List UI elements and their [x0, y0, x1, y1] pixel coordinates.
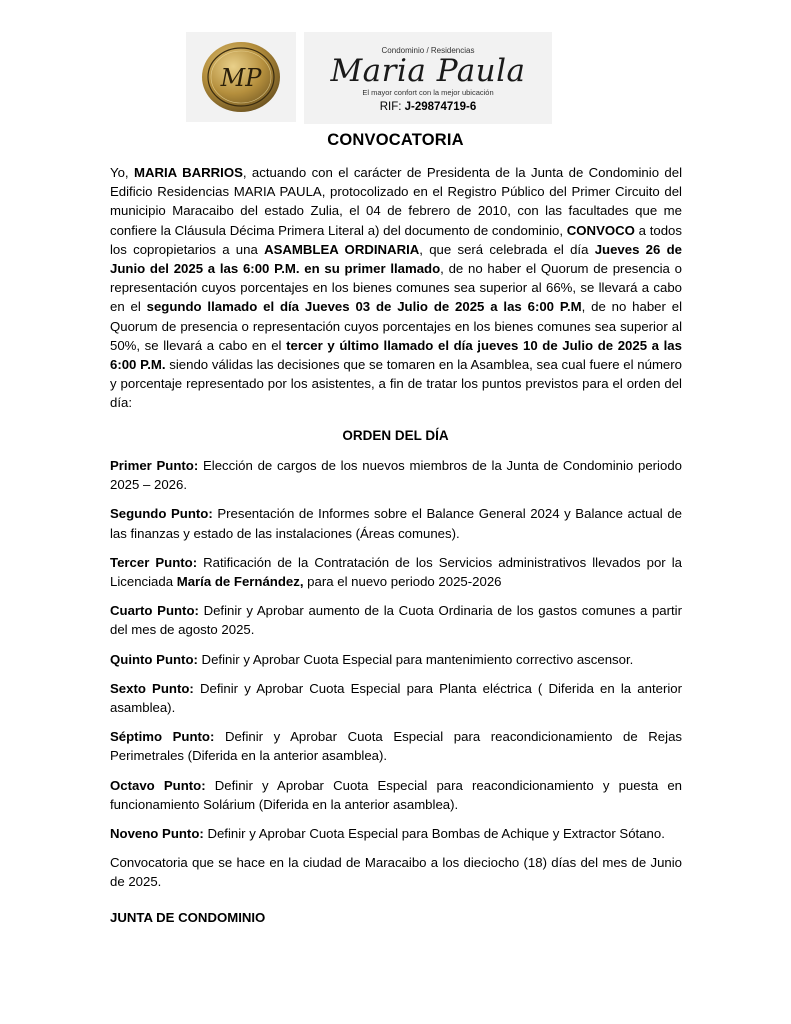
agenda-title: ORDEN DEL DÍA	[342, 428, 449, 443]
brand-block	[304, 32, 552, 124]
agenda-item: Tercer Punto: Ratificación de la Contratación de los Servicios administrativos llevados por la Licenciada María de Fernández, para el nuevo periodo 2025-2026	[110, 554, 682, 590]
monogram-logo	[186, 32, 296, 122]
document-title: CONVOCATORIA	[327, 131, 464, 149]
mp-monogram-icon	[200, 40, 282, 114]
letterhead	[186, 32, 552, 124]
agenda-item: Séptimo Punto: Definir y Aprobar Cuota Especial para reacondicionamiento de Rejas Perimetrales (Diferida en la anterior asamblea).	[110, 729, 683, 764]
agenda-item: Cuarto Punto: Definir y Aprobar aumento de la Cuota Ordinaria de los gastos comunes a partir del mes de agosto 2025.	[110, 603, 682, 638]
svg-text:Maria Paula: Maria Paula	[330, 53, 526, 89]
brand-top-label: Condominio / Residencias	[381, 46, 475, 55]
agenda-item: Segundo Punto: Presentación de Informes sobre el Balance General 2024 y Balance actual de las finanzas y estado de las instalaciones (Áreas comunes).	[110, 506, 682, 541]
intro-paragraph: Yo, MARIA BARRIOS, actuando con el carácter de Presidenta de la Junta de Condominio del Edificio Residencias MARIA PAULA, protocolizado en el Registro Público del Primer Circuito del municipio Maracaibo del estado Zulia, el 04 de febrero de 2010, con las facultades que me confiere la Cláusula Décima Primera Literal a) del documento de condominio, CONVOCO a todos los copropietarios a una ASAMBLEA ORDINARIA, que será celebrada el día Jueves 26 de Junio del 2025 a las 6:00 P.M. en su primer llamado, de no haber el Quorum de presencia o representación cuyos porcentajes en los bienes comunes sea superior al 66%, se llevará a cabo en el segundo llamado el día Jueves 03 de Julio de 2025 a las 6:00 P.M, de no haber el Quorum de presencia o representación cuyos porcentajes en los bienes comunes sea superior al 50%, se llevará a cabo en el tercer y último llamado el día jueves 10 de Julio de 2025 a las 6:00 P.M. siendo válidas las decisiones que se tomaren en la Asamblea, sea cual fuere el número y porcentaje representado por los asistentes, a fin de tratar los puntos previstos para el orden del día:	[110, 165, 683, 411]
closing-paragraph: Convocatoria que se hace en la ciudad de Maracaibo a los dieciocho (18) días del mes de Junio de 2025.	[110, 855, 682, 890]
signature-line: JUNTA DE CONDOMINIO	[110, 910, 266, 925]
brand-name-wordmark	[314, 50, 542, 90]
brand-tagline: El mayor confort con la mejor ubicación	[362, 88, 494, 97]
agenda-list	[110, 456, 682, 905]
agenda-item: Octavo Punto: Definir y Aprobar Cuota Especial para reacondicionamiento y puesta en funcionamiento Solárium (Diferida en la anterior asamblea).	[110, 777, 682, 812]
rif-number: RIF: J-29874719-6	[379, 101, 477, 113]
agenda-item: Quinto Punto: Definir y Aprobar Cuota Especial para mantenimiento correctivo ascensor.	[110, 651, 634, 667]
agenda-item: Noveno Punto: Definir y Aprobar Cuota Especial para Bombas de Achique y Extractor Sótano.	[110, 826, 665, 842]
agenda-item: Primer Punto: Elección de cargos de los nuevos miembros de la Junta de Condominio periodo 2025 – 2026.	[110, 458, 682, 493]
svg-text:MP: MP	[220, 64, 262, 92]
agenda-item: Sexto Punto: Definir y Aprobar Cuota Especial para Planta eléctrica ( Diferida en la anterior asamblea).	[110, 680, 682, 716]
